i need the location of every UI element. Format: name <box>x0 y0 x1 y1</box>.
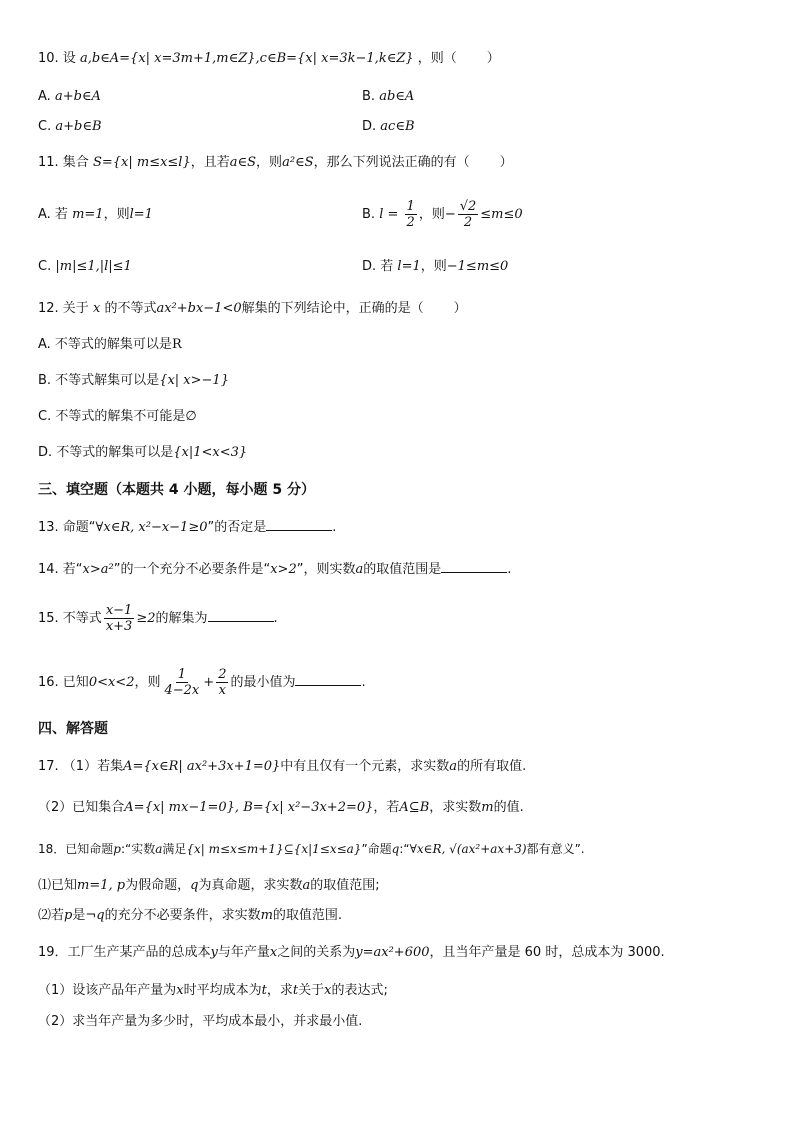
q19-s1-x: x <box>176 983 184 998</box>
option-label: D. 不等式的解集可以是 <box>38 445 174 460</box>
q11-option-b <box>362 194 523 236</box>
q19-s1-mid2: ，求 <box>266 983 293 998</box>
option-math: {x|1<x<3} <box>173 445 248 460</box>
q17-p2-math: A={x| mx−1=0}, B={x| x²−3x+2=0} <box>124 800 374 815</box>
q14-math2: x>2 <box>270 562 297 577</box>
section-title-answer: 四、解答题 <box>38 721 108 737</box>
q15-end: . <box>273 611 278 626</box>
q17-p1-math: A={x∈R| ax²+3x+1=0} <box>123 759 281 774</box>
q19-s1-mid: 时平均成本为 <box>183 983 262 998</box>
q14-mid2: ”，则实数 <box>296 562 356 577</box>
option-text: ，则 <box>420 259 447 274</box>
q18-sub1 <box>38 877 380 895</box>
fraction-root2-half <box>458 199 479 230</box>
q11-math3: a²∈S <box>282 155 314 170</box>
q18-mid2: 满足 <box>162 842 187 856</box>
q18-a: a <box>155 842 163 856</box>
q13-math: ∀x∈R, x²−x−1≥0 <box>95 520 208 535</box>
q10-prefix: 10. 设 <box>38 51 76 66</box>
q18-suffix: 都有意义”. <box>526 842 585 856</box>
q18-p: p <box>113 842 121 856</box>
q11-suffix: ，那么下列说法正确的有（ <box>313 155 470 170</box>
fraction-one-half <box>405 199 417 230</box>
q11-prefix: 11. 集合 <box>38 155 89 170</box>
q15-suffix: 的解集为 <box>155 611 208 626</box>
q11-option-a <box>38 206 153 224</box>
option-label: B. <box>362 207 376 222</box>
option-label: A. 若 <box>38 207 68 222</box>
q13 <box>38 518 336 537</box>
q12-option-d <box>38 444 247 462</box>
q16-mid: ，则 <box>134 675 161 690</box>
option-label: B. 不等式解集可以是 <box>38 373 160 388</box>
frac-den: 2 <box>463 215 473 230</box>
q19-mid1: 与年产量 <box>217 945 270 960</box>
q12-prefix: 12. 关于 <box>38 301 89 316</box>
q10-option-c <box>38 118 102 136</box>
q18-prefix: 18．已知命题 <box>38 842 114 856</box>
q18-s2-mid: 是 <box>72 908 86 923</box>
option-label: A. 不等式的解集可以是 <box>38 337 172 352</box>
q17-p2-prefix: （2）已知集合 <box>38 800 125 815</box>
q15-prefix: 15. 不等式 <box>38 611 102 626</box>
q10-option-d <box>362 118 415 136</box>
option-label: C. <box>38 119 52 134</box>
option-math: |m|≤1,|l|≤1 <box>55 259 132 274</box>
q16-prefix: 16. 已知 <box>38 675 89 690</box>
frac-den: 4−2x <box>164 683 200 698</box>
option-text: ，则− <box>418 207 456 222</box>
q19-mid2: 之间的关系为 <box>277 945 356 960</box>
q17-p2-math2: A⊆B <box>399 800 430 815</box>
q10-option-a <box>38 88 101 106</box>
q10-math: a,b∈A={x| x=3m+1,m∈Z},c∈B={x| x=3k−1,k∈Z} <box>79 51 414 66</box>
q19-prefix: 19．工厂生产某产品的总成本 <box>38 945 211 960</box>
q14-mid1: ”的一个充分不必要条件是“ <box>113 562 271 577</box>
q19-s1-x2: x <box>324 983 332 998</box>
q16-suffix: 的最小值为 <box>230 675 296 690</box>
option-label: D. 若 <box>362 259 394 274</box>
option-math: m=1 <box>72 207 104 222</box>
q11-stem <box>38 154 513 172</box>
q19-stem <box>38 944 665 962</box>
q17-part2 <box>38 799 524 817</box>
q16-end: . <box>361 675 366 690</box>
q17-p2-mid2: ，求实数 <box>429 800 482 815</box>
q19-s1-t: t <box>261 983 267 998</box>
q17-part1 <box>38 758 526 776</box>
q16-plus: + <box>203 675 215 690</box>
option-math: {x| x>−1} <box>159 373 229 388</box>
q13-suffix: ”的否定是 <box>207 520 267 535</box>
q17-p2-suffix: 的值. <box>493 800 524 815</box>
q17-p2-mid: ，若 <box>373 800 400 815</box>
answer-blank <box>208 609 274 622</box>
option-math: −1≤m≤0 <box>446 259 509 274</box>
q11-close: ） <box>499 155 513 170</box>
q19-sub2: （2）求当年产量为多少时，平均成本最小，并求最小值. <box>38 1014 363 1029</box>
q18-s1-mid: 为假命题， <box>125 878 191 893</box>
q19-s1-mid3: 关于 <box>298 983 325 998</box>
q19-suffix: ，且当年产量是 60 时，总成本为 3000. <box>429 945 665 960</box>
q12-suffix: 解集的下列结论中，正确的是（ <box>241 301 424 316</box>
option-math: ab∈A <box>379 89 415 104</box>
q14-var: a <box>355 562 364 577</box>
q14 <box>38 560 511 579</box>
q17-p1-var: a <box>449 759 458 774</box>
option-math: ac∈B <box>380 119 415 134</box>
q19-s1-suffix: 的表达式; <box>331 983 388 998</box>
q15-rhs: ≥2 <box>136 611 156 626</box>
q11-mid2: ，则 <box>256 155 283 170</box>
q17-p1-prefix: 17. （1）若集 <box>38 759 124 774</box>
q19-math: y=ax²+600 <box>355 945 430 960</box>
q19-s1-prefix: （1）设该产品年产量为 <box>38 983 177 998</box>
option-math: ≤m≤0 <box>480 207 523 222</box>
option-label: A. <box>38 89 51 104</box>
q15-fraction <box>104 603 135 634</box>
q14-prefix: 14. 若“ <box>38 562 83 577</box>
q18-s2-prefix: ⑵若 <box>38 908 65 923</box>
q13-end: . <box>332 520 337 535</box>
q18-s2-m: m <box>260 908 273 923</box>
q13-prefix: 13. 命题“ <box>38 520 96 535</box>
q18-set: {x| m≤x≤m+1}⊆{x|1≤x≤a} <box>186 842 362 856</box>
q18-sub2 <box>38 907 342 925</box>
q15 <box>38 598 278 640</box>
q16-fraction-1 <box>163 667 202 698</box>
q14-math1: x>a² <box>82 562 114 577</box>
frac-num: 2 <box>218 667 227 682</box>
q17-p1-suffix: 的所有取值. <box>457 759 527 774</box>
frac-num: x−1 <box>105 603 133 618</box>
section-title-fill-blank: 三、填空题（本题共 4 小题，每小题 5 分） <box>38 482 315 498</box>
q16-fraction-2 <box>216 667 228 698</box>
q18-s2-math: ¬q <box>85 908 105 923</box>
q18-s1-suffix: 的取值范围; <box>310 878 380 893</box>
q18-s1-q: q <box>190 878 199 893</box>
q18-s1-math: m=1, p <box>77 878 126 893</box>
q11-math2: a∈S <box>229 155 257 170</box>
option-label: C. 不等式的解集不可能是 <box>38 409 186 424</box>
q12-close: ） <box>453 301 467 316</box>
q18-mid4: :“ <box>399 842 410 856</box>
frac-num: 1 <box>177 667 187 682</box>
q12-var: x <box>92 301 101 316</box>
q14-end: . <box>507 562 512 577</box>
q17-p1-mid: 中有且仅有一个元素，求实数 <box>280 759 450 774</box>
frac-num: √2 <box>459 199 477 214</box>
q17-p2-var: m <box>481 800 494 815</box>
option-math: l=1 <box>129 207 153 222</box>
q18-s2-suffix: 的取值范围. <box>272 908 343 923</box>
q18-s2-mid2: 的充分不必要条件，求实数 <box>104 908 261 923</box>
q12-option-b <box>38 372 229 390</box>
q12-mid: 的不等式 <box>104 301 157 316</box>
q10-close: ） <box>486 51 500 66</box>
q12-option-c <box>38 408 197 426</box>
option-label: C. <box>38 259 52 274</box>
option-math: l=1 <box>397 259 421 274</box>
option-label: D. <box>362 119 377 134</box>
q18-stem <box>38 840 585 858</box>
q18-mid1: :“实数 <box>120 842 156 856</box>
option-math: a+b∈A <box>54 89 101 104</box>
q19-x: x <box>269 945 278 960</box>
q11-math1: S={x| m≤x≤l} <box>92 155 191 170</box>
option-math: R <box>171 337 182 352</box>
option-math: l = <box>379 207 399 222</box>
q12-stem <box>38 300 467 318</box>
q12-option-a <box>38 336 182 354</box>
option-text: ，则 <box>103 207 130 222</box>
option-math: a+b∈B <box>55 119 102 134</box>
q18-q: q <box>391 842 400 856</box>
frac-den: x+3 <box>105 619 133 634</box>
q18-s1-a: a <box>302 878 311 893</box>
q14-suffix: 的取值范围是 <box>363 562 442 577</box>
q10-option-b <box>362 88 414 106</box>
q11-option-c <box>38 258 132 276</box>
answer-blank <box>295 673 361 686</box>
q18-s1-prefix: ⑴已知 <box>38 878 78 893</box>
answer-blank <box>441 560 507 573</box>
q11-option-d <box>362 258 508 276</box>
q18-s2-p: p <box>64 908 73 923</box>
q19-sub1 <box>38 982 388 1000</box>
option-label: B. <box>362 89 376 104</box>
q18-math: ∀x∈R, √(ax²+ax+3) <box>409 842 527 856</box>
frac-den: x <box>218 683 226 698</box>
q10-suffix: ，则（ <box>417 51 457 66</box>
q16 <box>38 662 366 704</box>
q19-s1-t2: t <box>292 983 299 998</box>
q19-y: y <box>210 945 218 960</box>
frac-den: 2 <box>406 215 415 230</box>
q16-math: 0<x<2 <box>88 675 135 690</box>
answer-blank <box>266 518 332 531</box>
option-math: ∅ <box>185 409 197 424</box>
q12-math: ax²+bx−1<0 <box>156 301 242 316</box>
q18-s1-mid2: 为真命题，求实数 <box>198 878 303 893</box>
q18-mid3: ”命题 <box>361 842 392 856</box>
q11-mid1: ，且若 <box>190 155 230 170</box>
frac-num: 1 <box>406 199 415 214</box>
q10-stem <box>38 50 500 68</box>
